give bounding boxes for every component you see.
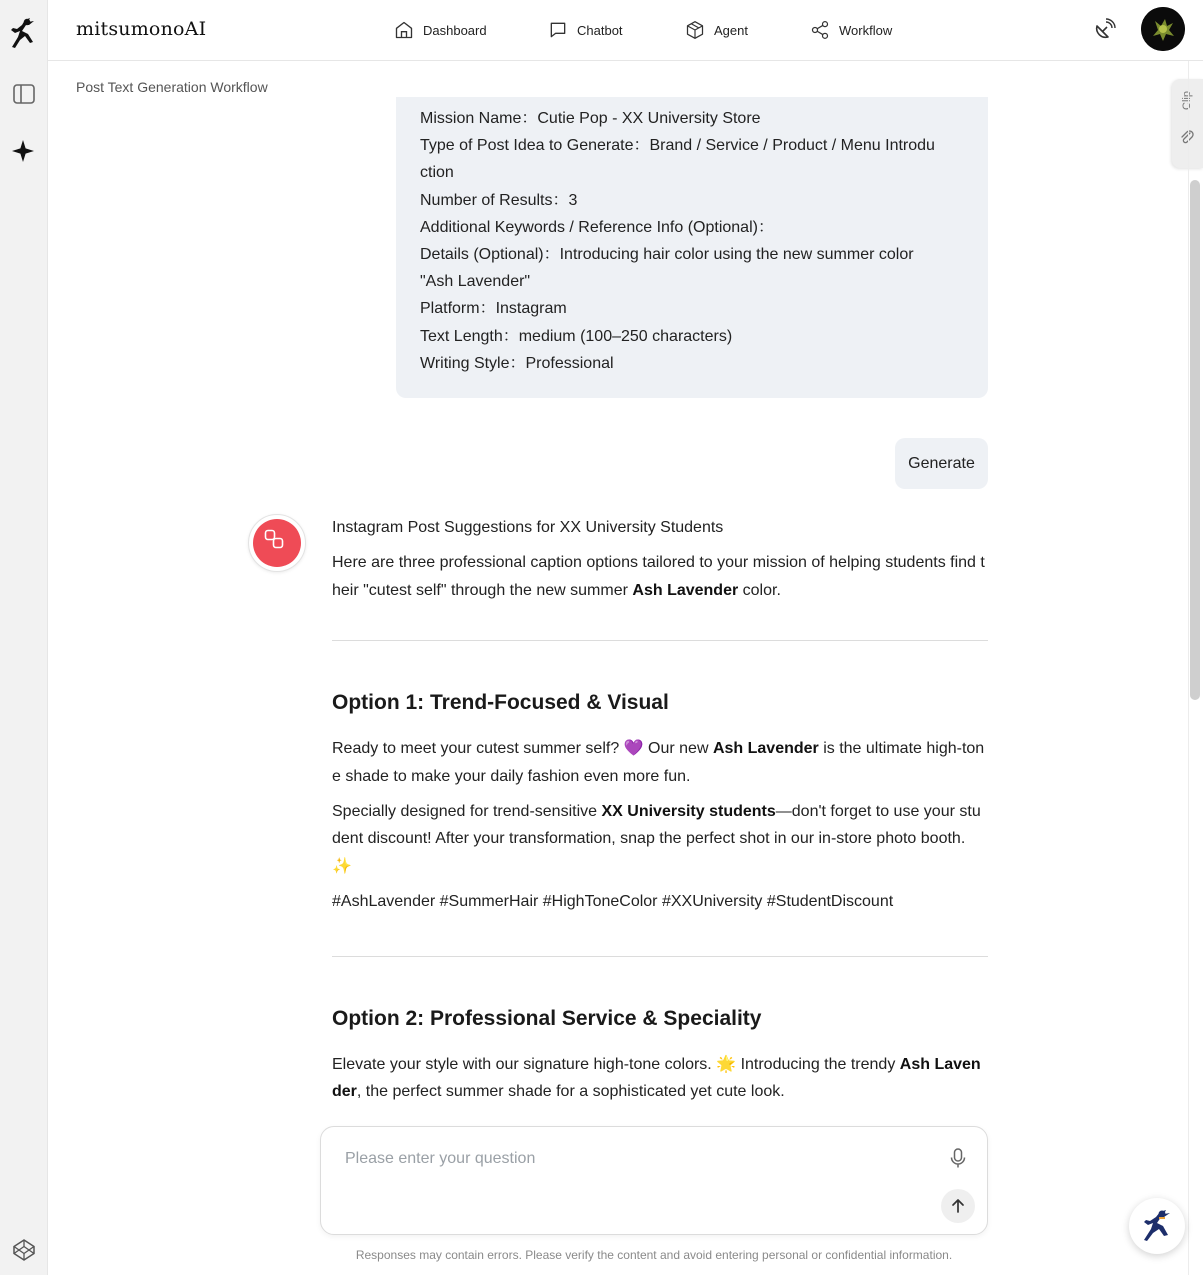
option1-paragraph-1: Ready to meet your cutest summer self? 💜 Our new Ash Lavender is the ultimate high-tone shade to make your daily fashion even more fun. <box>332 740 985 785</box>
left-rail <box>0 0 48 1275</box>
divider <box>332 956 988 957</box>
nav-workflow[interactable] <box>810 19 892 41</box>
ninja-mascot-icon <box>1139 1206 1177 1246</box>
arrow-up-icon <box>949 1197 967 1215</box>
option1-paragraph-2: Specially designed for trend-sensitive XX University students—don't forget to use your student discount! After your transformation, snap the perfect shot in our in-store photo booth. ✨ <box>332 803 981 875</box>
nav-agent-label: Agent <box>714 22 748 38</box>
satellite-dish-icon[interactable] <box>1092 18 1116 42</box>
top-header <box>48 0 1203 61</box>
ninja-logo-icon[interactable] <box>8 16 40 52</box>
divider <box>332 640 988 641</box>
nav-dashboard-label: Dashboard <box>423 22 487 38</box>
user-message-card <box>396 97 988 398</box>
share-nodes-icon <box>810 20 830 40</box>
answer-intro: Here are three professional caption options tailored to your mission of helping students find their "cutest self" through the new summer Ash Lavender color. <box>332 554 985 599</box>
user-line-keywords: Additional Keywords / Reference Info (Optional)： <box>420 218 774 236</box>
user-line-results: Number of Results：3 <box>420 191 578 209</box>
nav-chatbot[interactable] <box>548 19 623 41</box>
user-avatar[interactable] <box>1141 7 1185 51</box>
chat-icon <box>548 20 568 40</box>
home-icon <box>394 20 414 40</box>
scrollbar-thumb[interactable] <box>1190 180 1200 700</box>
send-button[interactable] <box>941 1189 975 1223</box>
option1-heading: Option 1: Trend-Focused & Visual <box>332 691 669 715</box>
sidebar-toggle-icon[interactable] <box>13 84 35 104</box>
user-line-type-cont: ction <box>420 164 454 182</box>
user-line-details-cont: "Ash Lavender" <box>420 273 531 291</box>
chat-input-box <box>320 1126 988 1235</box>
bot-workflow-icon <box>264 529 284 549</box>
cube-icon <box>685 20 705 40</box>
user-line-details: Details (Optional)：Introducing hair color using the new summer color <box>420 246 914 264</box>
answer-title: Instagram Post Suggestions for XX University Students <box>332 519 724 536</box>
generate-message-bubble: Generate <box>895 438 988 489</box>
assistant-fab-button[interactable] <box>1129 1198 1185 1254</box>
disclaimer-text: Responses may contain errors. Please verify the content and avoid entering personal or confidential information. <box>355 1248 953 1262</box>
bot-avatar <box>248 514 306 572</box>
user-line-platform: Platform：Instagram <box>420 300 567 318</box>
microphone-icon[interactable] <box>947 1147 969 1169</box>
assistant-answer <box>332 514 988 1124</box>
avatar-image-icon <box>1141 7 1185 51</box>
codepen-icon[interactable] <box>12 1238 36 1262</box>
user-line-length: Text Length：medium (100–250 characters) <box>420 327 733 345</box>
nav-workflow-label: Workflow <box>839 22 893 38</box>
nav-dashboard[interactable] <box>394 19 487 41</box>
option2-heading: Option 2: Professional Service & Speciality <box>332 1006 762 1030</box>
nav-chatbot-label: Chatbot <box>577 22 623 38</box>
breadcrumb: Post Text Generation Workflow <box>76 79 268 95</box>
sparkle-icon[interactable] <box>11 139 35 163</box>
question-input[interactable] <box>345 1147 905 1171</box>
option2-paragraph-1: Elevate your style with our signature high-tone colors. 🌟 Introducing the trendy Ash Lavender, the perfect summer shade for a sophisticated yet cute look. <box>332 1055 981 1101</box>
nav-agent[interactable] <box>685 19 748 41</box>
user-line-mission: Mission Name：Cutie Pop - XX University Store <box>420 110 761 127</box>
user-line-style: Writing Style：Professional <box>420 354 614 372</box>
clip-label: Clip <box>1181 91 1193 110</box>
brand-name[interactable]: mitsumonoAI <box>76 18 207 40</box>
option1-hashtags: #AshLavender #SummerHair #HighToneColor #XXUniversity #StudentDiscount <box>332 893 894 911</box>
user-line-type: Type of Post Idea to Generate：Brand / Service / Product / Menu Introdu <box>420 137 935 155</box>
